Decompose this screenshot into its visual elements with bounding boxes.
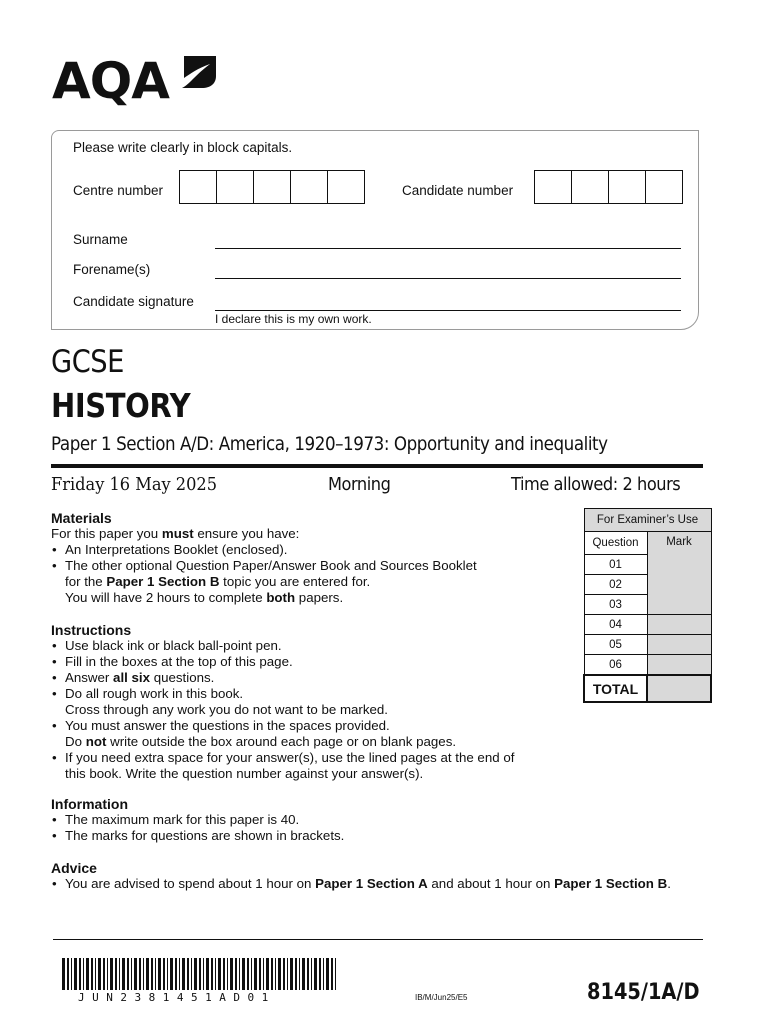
subject-title: HISTORY <box>51 386 191 425</box>
mark-cell[interactable] <box>647 635 711 655</box>
list-item: • The maximum mark for this paper is 40. <box>51 812 571 828</box>
surname-line[interactable] <box>215 248 681 249</box>
paper-reference: IB/M/Jun25/E5 <box>415 993 468 1002</box>
question-number: 04 <box>584 615 647 635</box>
question-header: Question <box>584 532 647 555</box>
declaration-text: I declare this is my own work. <box>215 312 372 326</box>
centre-number-boxes[interactable] <box>179 170 365 204</box>
advice-heading: Advice <box>51 860 97 876</box>
question-number: 06 <box>584 655 647 676</box>
list-item: • If you need extra space for your answer(s), use the lined pages at the end of this book. Write the question number against your answer(s). <box>51 750 571 782</box>
candidate-digit-box[interactable] <box>572 171 609 203</box>
mark-cell[interactable] <box>647 655 711 676</box>
centre-digit-box[interactable] <box>328 171 364 203</box>
examiners-use-title: For Examiner’s Use <box>584 509 711 532</box>
advice-section <box>51 860 741 892</box>
list-item: • Fill in the boxes at the top of this page. <box>51 654 571 670</box>
candidate-digit-box[interactable] <box>535 171 572 203</box>
forenames-line[interactable] <box>215 278 681 279</box>
instructions-heading: Instructions <box>51 622 132 638</box>
title-divider <box>51 464 703 468</box>
instructions-section <box>51 622 571 782</box>
exam-session: Morning <box>328 474 391 495</box>
materials-section <box>51 510 571 606</box>
time-allowed: Time allowed: 2 hours <box>511 474 681 495</box>
materials-intro: For this paper you must ensure you have: <box>51 526 300 541</box>
mark-header: Mark <box>647 532 711 615</box>
list-item: • Do all rough work in this book. Cross through any work you do not want to be marked. <box>51 686 571 718</box>
paper-code: 8145/1A/D <box>587 980 700 1005</box>
candidate-digit-box[interactable] <box>609 171 646 203</box>
list-item: • An Interpretations Booklet (enclosed). <box>51 542 571 558</box>
question-number: 01 <box>584 555 647 575</box>
information-heading: Information <box>51 796 128 812</box>
block-capitals-instruction: Please write clearly in block capitals. <box>73 140 293 155</box>
candidate-number-boxes[interactable] <box>534 170 683 204</box>
signature-line[interactable] <box>215 310 681 311</box>
total-cell[interactable] <box>647 675 711 702</box>
exam-date: Friday 16 May 2025 <box>51 474 218 495</box>
centre-digit-box[interactable] <box>217 171 254 203</box>
aqa-logo: AQA <box>52 52 169 110</box>
list-item: • You are advised to spend about 1 hour on Paper 1 Section A and about 1 hour on Paper 1 Section B. <box>51 876 741 892</box>
candidate-digit-box[interactable] <box>646 171 682 203</box>
forenames-label: Forename(s) <box>73 262 151 277</box>
question-number: 03 <box>584 595 647 615</box>
centre-digit-box[interactable] <box>254 171 291 203</box>
aqa-logo-mark-icon <box>180 54 218 90</box>
footer-divider <box>53 939 703 940</box>
qualification-title: GCSE <box>51 344 124 380</box>
mark-cell[interactable] <box>647 615 711 635</box>
question-number: 02 <box>584 575 647 595</box>
materials-heading: Materials <box>51 510 112 526</box>
signature-label: Candidate signature <box>73 294 194 309</box>
information-section <box>51 796 571 844</box>
total-label: TOTAL <box>584 675 647 702</box>
paper-title: Paper 1 Section A/D: America, 1920–1973: Opportunity and inequality <box>51 433 608 455</box>
centre-number-label: Centre number <box>73 183 164 198</box>
centre-digit-box[interactable] <box>180 171 217 203</box>
list-item: • Answer all six questions. <box>51 670 571 686</box>
surname-label: Surname <box>73 232 128 247</box>
barcode-text: JUN2381451AD01 <box>78 991 276 1004</box>
list-item: • Use black ink or black ball-point pen. <box>51 638 571 654</box>
list-item: • The marks for questions are shown in brackets. <box>51 828 571 844</box>
candidate-number-label: Candidate number <box>402 183 514 198</box>
examiners-use-table <box>583 508 712 703</box>
centre-digit-box[interactable] <box>291 171 328 203</box>
barcode-icon <box>62 958 340 990</box>
list-item: • The other optional Question Paper/Answer Book and Sources Booklet for the Paper 1 Section B topic you are entered for. You will have 2 hours to complete both papers. <box>51 558 571 606</box>
list-item: • You must answer the questions in the spaces provided. Do not write outside the box around each page or on blank pages. <box>51 718 571 750</box>
question-number: 05 <box>584 635 647 655</box>
